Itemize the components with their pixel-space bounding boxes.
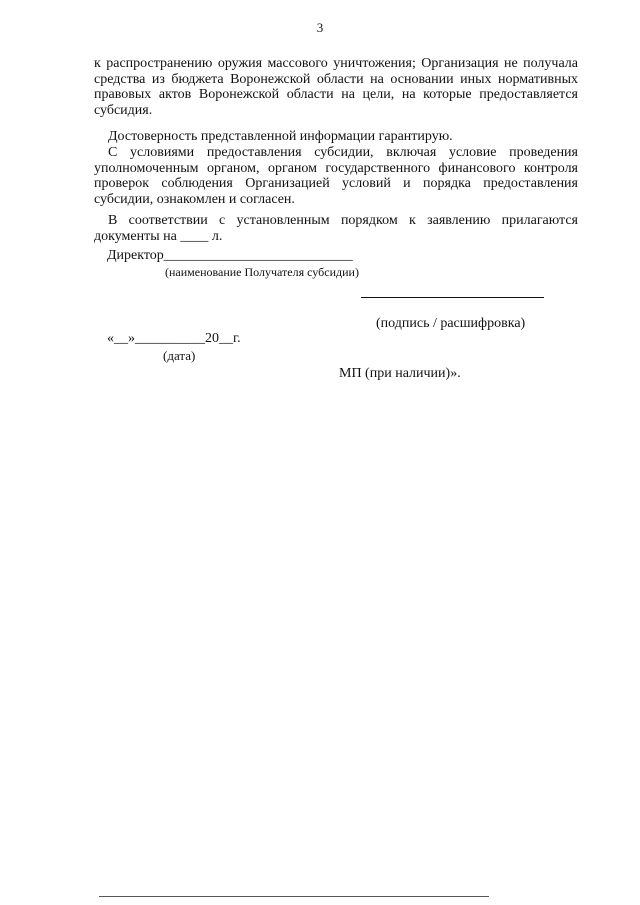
date-line: «__»__________20__г. xyxy=(107,331,241,346)
paragraph-attached-documents: В соответствии с установленным порядком к заявлению прилагаются документы на ____ л. xyxy=(94,213,578,244)
paragraph-subsidy-conditions: С условиями предоставления субсидии, включая условие проведения уполномоченным органом, органом государственного финансового контроля проверок соблюдения Организацией условий и порядка предоставления субсидии, ознакомлен и согласен. xyxy=(94,145,578,207)
page-number: 3 xyxy=(316,20,324,35)
signature-caption: (подпись / расшифровка) xyxy=(376,316,526,331)
paragraph-weapons-and-funding: к распространению оружия массового уничтожения; Организация не получала средства из бюджета Воронежской области на основании иных нормативных правовых актов Воронежской области на цели, на которые предоставляется субсидия. xyxy=(94,56,578,118)
signature-underline xyxy=(361,297,544,298)
recipient-name-caption: (наименование Получателя субсидии) xyxy=(165,265,359,279)
paragraph-reliability-guarantee: Достоверность представленной информации гарантирую. xyxy=(108,129,453,144)
date-caption: (дата) xyxy=(163,348,196,363)
scan-edge-line xyxy=(99,896,489,897)
director-line: Директор___________________________ xyxy=(107,248,353,263)
stamp-placeholder: МП (при наличии)». xyxy=(339,366,461,381)
